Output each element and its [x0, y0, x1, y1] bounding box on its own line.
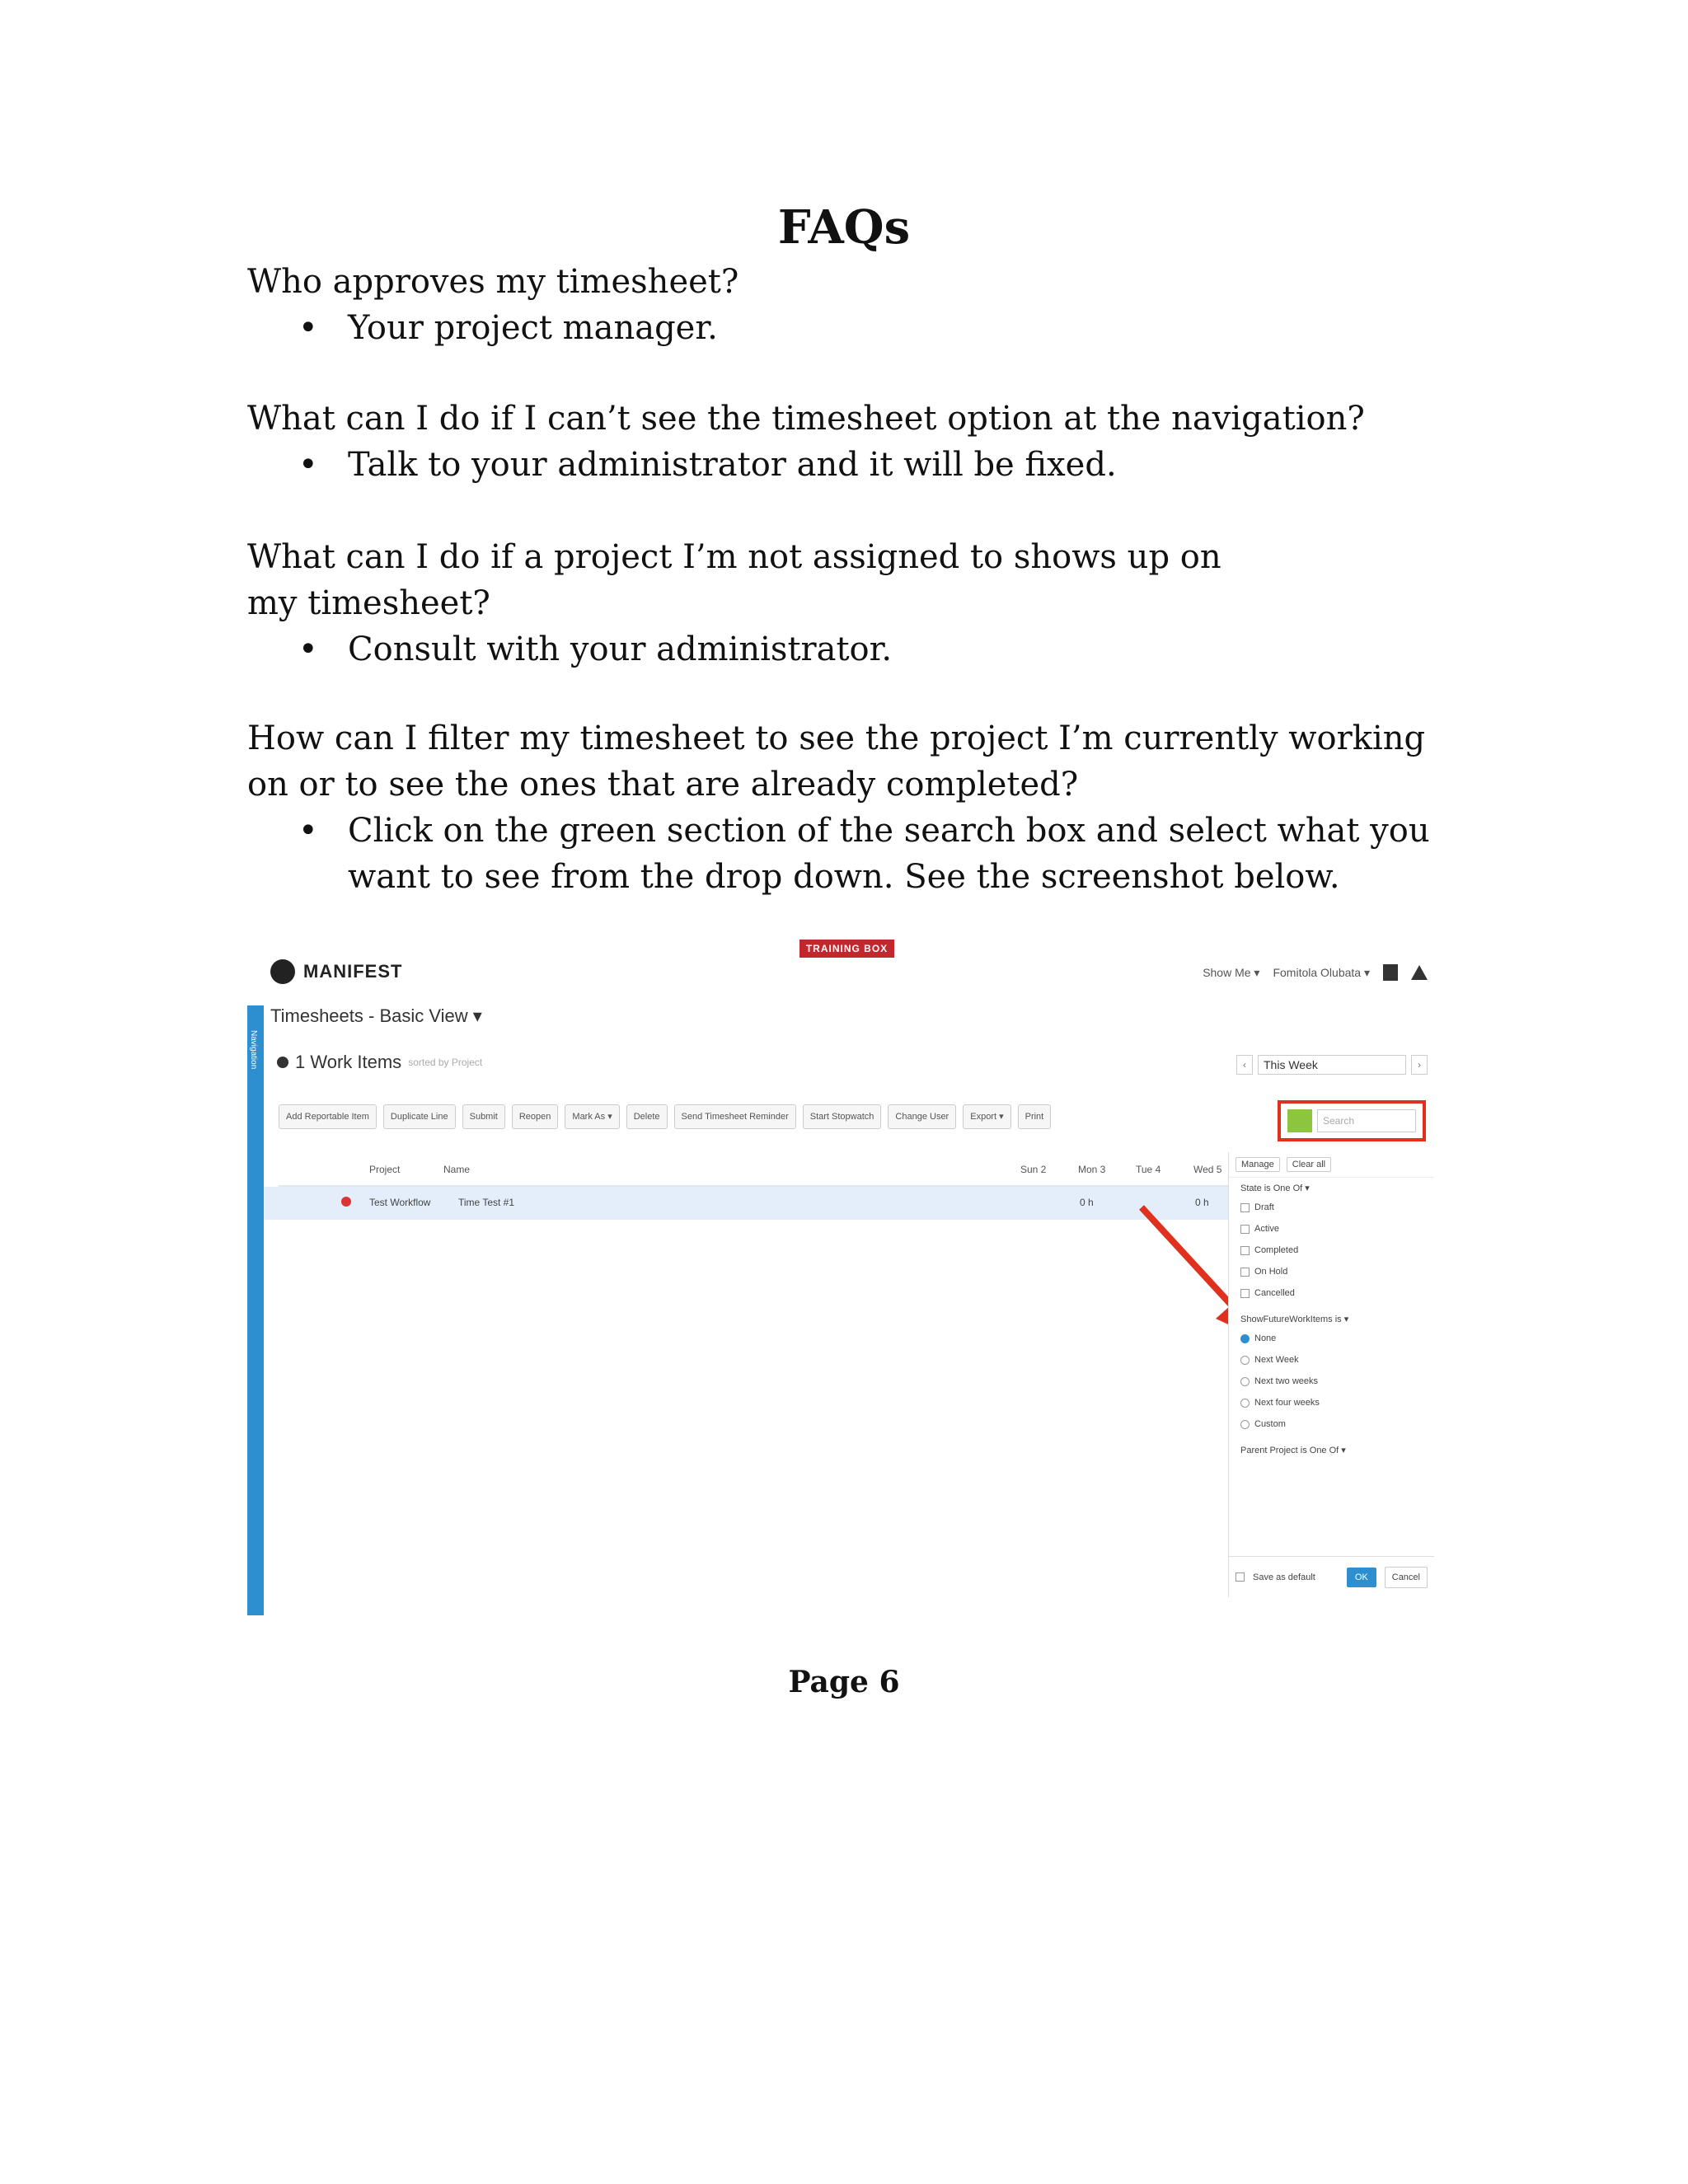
period-selector [1236, 1055, 1428, 1075]
state-option-cancelled[interactable]: Cancelled [1254, 1288, 1295, 1298]
clear-all-button[interactable]: Clear all [1287, 1157, 1331, 1172]
column-name[interactable]: Name [443, 1164, 471, 1175]
table-header [279, 1154, 1235, 1187]
ok-button[interactable]: OK [1347, 1568, 1376, 1587]
filter-dropdown-panel [1228, 1152, 1434, 1597]
gear-logo-icon [270, 959, 295, 984]
column-tue: Tue 4 [1136, 1164, 1161, 1175]
bullet-icon: • [298, 812, 318, 850]
checkbox[interactable] [1240, 1225, 1250, 1234]
checkbox[interactable] [1240, 1289, 1250, 1298]
state-option-on-hold[interactable]: On Hold [1254, 1267, 1288, 1277]
next-arrow-icon[interactable]: › [1411, 1055, 1428, 1075]
delete-button[interactable]: Delete [626, 1104, 668, 1129]
training-box-badge: TRAINING BOX [799, 940, 894, 958]
faq-item [247, 259, 1434, 351]
view-heading[interactable]: Timesheets - Basic View ▾ [270, 1005, 482, 1026]
faq-answer [247, 442, 1434, 488]
faq-question: How can I filter my timesheet to see the project I’m currently working on or to see the ones that are already completed? [247, 719, 1426, 804]
faq-question: Who approves my timesheet? [247, 263, 739, 301]
timesheet-screenshot [247, 940, 1434, 1615]
checkbox[interactable] [1240, 1203, 1250, 1212]
radio[interactable] [1240, 1377, 1250, 1386]
save-default-label: Save as default [1253, 1572, 1315, 1582]
faq-question: What can I do if a project I’m not assigned to shows up on my timesheet? [247, 538, 1221, 622]
bullet-icon: • [298, 630, 318, 668]
future-filter-label[interactable]: ShowFutureWorkItems is ▾ [1240, 1315, 1349, 1324]
faq-item [247, 534, 1261, 673]
start-stopwatch-button[interactable]: Start Stopwatch [803, 1104, 882, 1129]
toolbar [279, 1104, 1051, 1129]
work-items-header [277, 1052, 482, 1073]
search-input[interactable]: Search [1317, 1109, 1416, 1132]
navigation-label: Navigation [249, 1030, 258, 1070]
submit-button[interactable]: Submit [462, 1104, 505, 1129]
row-mon-hours[interactable]: 0 h [1080, 1197, 1094, 1208]
state-option-draft[interactable]: Draft [1254, 1202, 1274, 1212]
faq-answer-text: Click on the green section of the search box and select what you want to see from the drop down. See the screenshot below. [348, 812, 1430, 896]
faq-answer [247, 808, 1434, 900]
work-items-sort: sorted by Project [408, 1057, 483, 1068]
duplicate-line-button[interactable]: Duplicate Line [383, 1104, 456, 1129]
future-option-next-week[interactable]: Next Week [1254, 1355, 1299, 1365]
state-filter-label[interactable]: State is One Of ▾ [1240, 1183, 1310, 1193]
faq-item [247, 715, 1434, 900]
settings-icon[interactable] [277, 1057, 288, 1068]
state-option-completed[interactable]: Completed [1254, 1245, 1299, 1255]
radio[interactable] [1240, 1399, 1250, 1408]
faq-question: What can I do if I can’t see the timesheet option at the navigation? [247, 400, 1365, 438]
save-default-checkbox[interactable] [1236, 1572, 1245, 1582]
row-wed-hours[interactable]: 0 h [1195, 1197, 1209, 1208]
add-reportable-item-button[interactable]: Add Reportable Item [279, 1104, 377, 1129]
column-wed: Wed 5 [1193, 1164, 1222, 1175]
faq-answer-text: Consult with your administrator. [348, 630, 893, 668]
table-row[interactable] [264, 1187, 1236, 1220]
row-project[interactable]: Test Workflow [369, 1197, 431, 1208]
radio-selected[interactable] [1240, 1334, 1250, 1343]
future-option-none[interactable]: None [1254, 1333, 1277, 1343]
future-option-next-two-weeks[interactable]: Next two weeks [1254, 1376, 1319, 1386]
mark-as-button[interactable]: Mark As ▾ [565, 1104, 619, 1129]
alert-icon[interactable] [1411, 965, 1428, 980]
faq-answer-text: Your project manager. [348, 309, 718, 347]
print-button[interactable]: Print [1018, 1104, 1052, 1129]
cancel-button[interactable]: Cancel [1385, 1567, 1428, 1588]
future-option-next-four-weeks[interactable]: Next four weeks [1254, 1398, 1320, 1408]
page-title: FAQs [777, 200, 911, 255]
faq-answer [247, 305, 1434, 351]
bullet-icon: • [298, 309, 318, 347]
logo [270, 959, 402, 984]
state-option-active[interactable]: Active [1254, 1224, 1279, 1234]
user-menu[interactable]: Fomitola Olubata ▾ [1273, 965, 1370, 979]
checkbox[interactable] [1240, 1268, 1250, 1277]
radio[interactable] [1240, 1356, 1250, 1365]
show-me-menu[interactable]: Show Me ▾ [1203, 965, 1260, 979]
bullet-icon: • [298, 446, 318, 484]
status-dot-icon [341, 1197, 351, 1207]
prev-arrow-icon[interactable]: ‹ [1236, 1055, 1253, 1075]
notification-icon[interactable] [1383, 964, 1398, 981]
radio[interactable] [1240, 1420, 1250, 1429]
filter-toggle-icon[interactable] [1287, 1109, 1312, 1132]
row-name[interactable]: Time Test #1 [458, 1197, 515, 1208]
logo-text: MANIFEST [303, 961, 403, 982]
column-project[interactable]: Project [369, 1164, 401, 1175]
work-items-count: 1 Work Items [295, 1052, 402, 1072]
faq-answer-text: Talk to your administrator and it will be fixed. [348, 446, 1117, 484]
period-dropdown[interactable]: This Week [1258, 1055, 1406, 1075]
faq-item [247, 396, 1434, 488]
column-sun: Sun 2 [1020, 1164, 1047, 1175]
navigation-strip[interactable] [247, 1005, 264, 1615]
export-button[interactable]: Export ▾ [963, 1104, 1010, 1129]
top-right-menu [1203, 964, 1428, 981]
reopen-button[interactable]: Reopen [512, 1104, 559, 1129]
manage-button[interactable]: Manage [1236, 1157, 1280, 1172]
search-box-highlight [1278, 1100, 1426, 1141]
faq-answer [247, 626, 1261, 673]
change-user-button[interactable]: Change User [888, 1104, 956, 1129]
parent-project-label[interactable]: Parent Project is One Of ▾ [1240, 1446, 1346, 1455]
column-mon: Mon 3 [1078, 1164, 1106, 1175]
send-reminder-button[interactable]: Send Timesheet Reminder [674, 1104, 796, 1129]
future-option-custom[interactable]: Custom [1254, 1419, 1286, 1429]
checkbox[interactable] [1240, 1246, 1250, 1255]
page-number: Page 6 [788, 1665, 900, 1699]
